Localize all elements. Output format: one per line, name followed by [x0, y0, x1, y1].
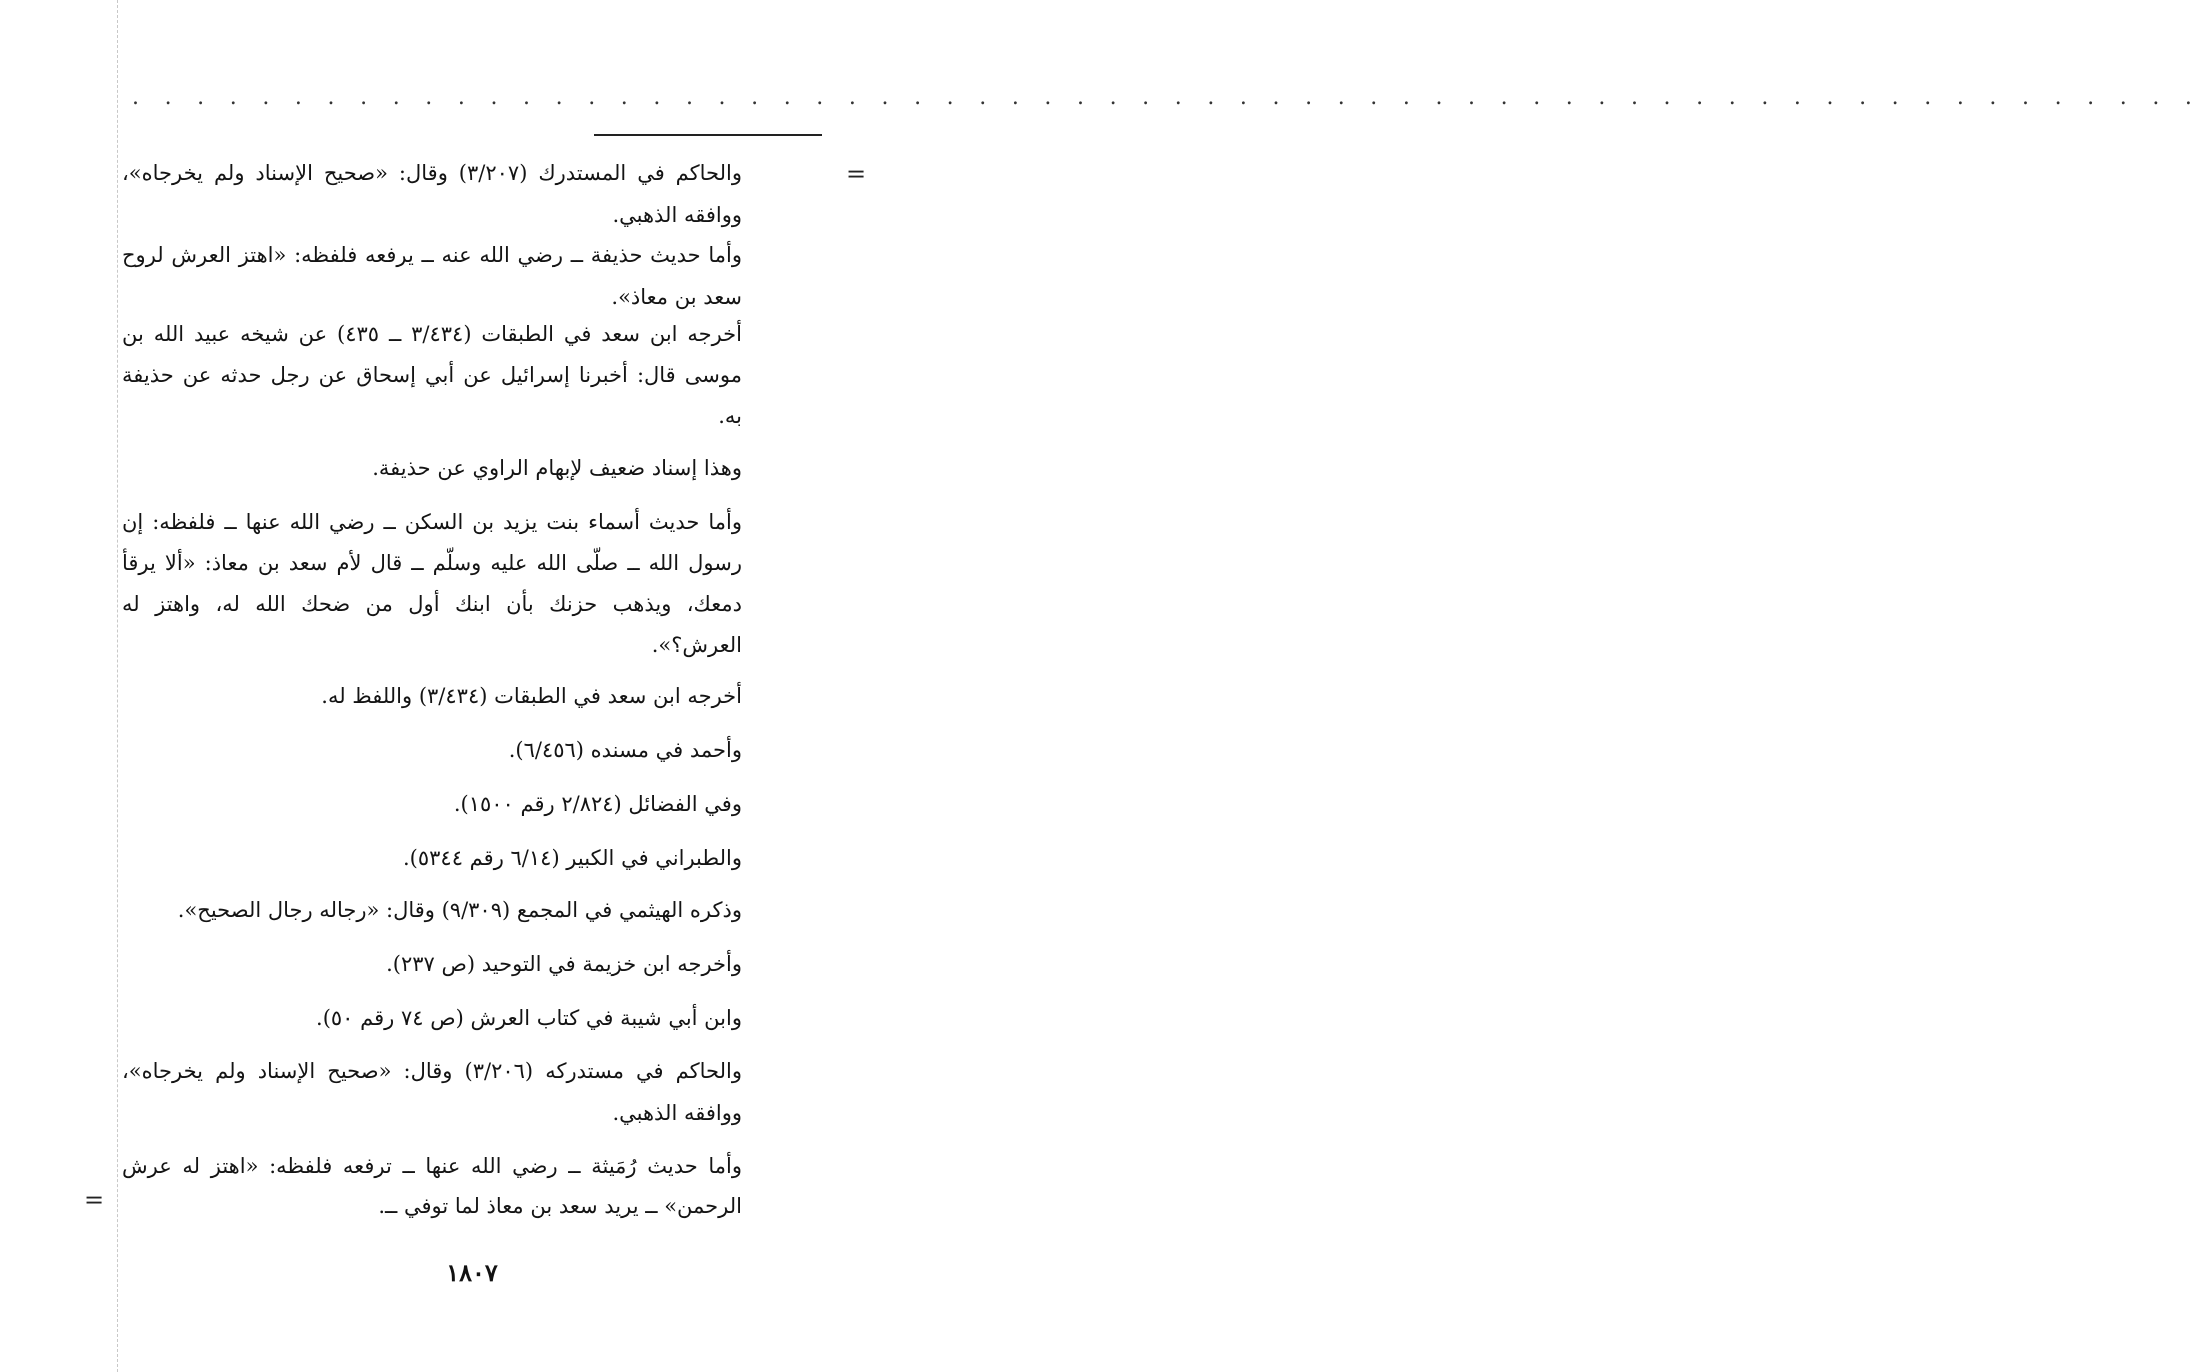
footnote-paragraph-6: أخرجه ابن سعد في الطبقات (٣/٤٣٤) واللفظ له.: [321, 684, 742, 708]
footnote-rule: [594, 134, 822, 136]
footnote-paragraph-12: وابن أبي شيبة في كتاب العرش (ص ٧٤ رقم ٥٠).: [316, 1006, 742, 1030]
footnote-paragraph-13: والحاكم في مستدركه (٣/٢٠٦) وقال: «صحيح الإسناد ولم يخرجاه»، ووافقه الذهبي.: [122, 1059, 742, 1125]
footnote-paragraph-1: والحاكم في المستدرك (٣/٢٠٧) وقال: «صحيح الإسناد ولم يخرجاه»، ووافقه الذهبي.: [122, 161, 742, 227]
footnote-paragraph-3: أخرجه ابن سعد في الطبقات (٣/٤٣٤ ــ ٤٣٥) عن شيخه عبيد الله بن موسى قال: أخبرنا إسرائيل عن أبي إسحاق عن رجل حدثه عن حذيفة به.: [122, 322, 742, 428]
footnote-paragraph-10: وذكره الهيثمي في المجمع (٩/٣٠٩) وقال: «رجاله رجال الصحيح».: [177, 898, 742, 922]
footnote-paragraph-11: وأخرجه ابن خزيمة في التوحيد (ص ٢٣٧).: [386, 952, 742, 976]
binding-guide-line: [117, 0, 118, 1372]
footnote-paragraph-8: وفي الفضائل (٢/٨٢٤ رقم ١٥٠٠).: [453, 792, 742, 816]
footnote-paragraph-14: وأما حديث رُمَيثة ــ رضي الله عنها ــ ترفعه فلفظه: «اهتز له عرش الرحمن» ــ يريد سعد بن معاذ لما توفي ــ.: [122, 1154, 742, 1218]
continuation-mark-top: =: [846, 160, 867, 188]
footnote-paragraph-2: وأما حديث حذيفة ــ رضي الله عنه ــ يرفعه فلفظه: «اهتز العرش لروح سعد بن معاذ».: [122, 243, 742, 309]
footnote-paragraph-4: وهذا إسناد ضعيف لإبهام الراوي عن حذيفة.: [372, 456, 742, 480]
footnote-paragraph-9: والطبراني في الكبير (٦/١٤ رقم ٥٣٤٤).: [403, 846, 742, 870]
footnote-paragraph-7: وأحمد في مسنده (٦/٤٥٦).: [508, 738, 742, 762]
footnote-paragraph-5: وأما حديث أسماء بنت يزيد بن السكن ــ رضي الله عنها ــ فلفظه: إن رسول الله ــ صلّى الله عليه وسلّم ــ قال لأم سعد بن معاذ: «ألا يرقأ دمعك، ويذهب حزنك بأن ابنك أول من ضحك الله له، واهتز له العرش؟».: [122, 510, 742, 657]
dotted-separator: . . . . . . . . . . . . . . . . . . . . . . . . . . . . . . . . . . . . . . . . . . . . . . . . . . . . . . . . . . . . . . . .: [132, 85, 2201, 110]
continuation-mark-bottom: =: [84, 1186, 105, 1214]
page-number: ١٨٠٧: [446, 1258, 498, 1287]
